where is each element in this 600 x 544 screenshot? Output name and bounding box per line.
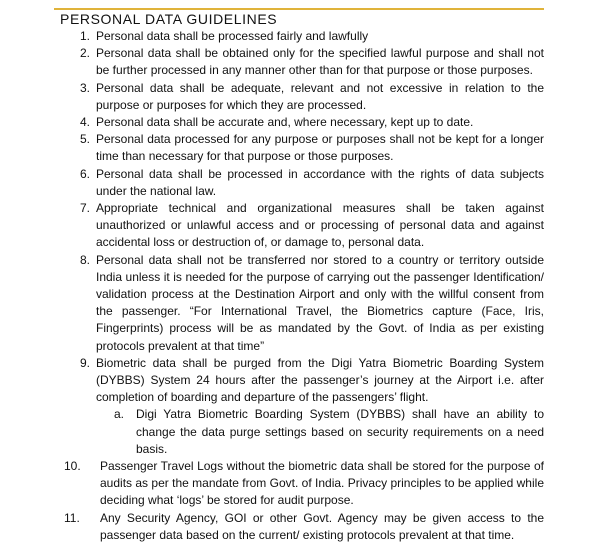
- subitem-text: Digi Yatra Biometric Boarding System (DYBBS) shall have an ability to change the data purge settings based on security requirements on a need basis.: [136, 407, 544, 456]
- item-number: 10.: [64, 459, 81, 474]
- item-text: Personal data shall be processed fairly and lawfully: [96, 29, 369, 43]
- guideline-item-6: [64, 166, 544, 200]
- guideline-subitem-9a: [114, 406, 544, 458]
- item-number: 5.: [79, 132, 90, 147]
- item-text: Biometric data shall be purged from the Digi Yatra Biometric Boarding System (DYBBS) System 24 hours after the passenger’s journey at the Airport i.e. after completion of boarding and departure of the passengers’ flight.: [96, 355, 544, 405]
- guideline-item-2: [64, 45, 544, 79]
- item-number: 2.: [79, 46, 90, 61]
- item-text: Personal data processed for any purpose or purposes shall not be kept for a longer time than necessary for that purpose or those purposes.: [96, 132, 544, 164]
- item-text: Personal data shall be processed in accordance with the rights of data subjects under the national law.: [96, 166, 544, 198]
- item-number: 4.: [79, 115, 90, 130]
- item-text: Personal data shall be obtained only for the specified lawful purpose and shall not be further processed in any manner other than for that purpose or those purposes.: [96, 46, 544, 78]
- guideline-item-11: [64, 510, 544, 544]
- guideline-item-5: [64, 131, 544, 165]
- item-text: Any Security Agency, GOI or other Govt. Agency may be given access to the passenger data based on the current/ existing protocols prevalent at that time.: [100, 510, 544, 542]
- item-text: Personal data shall be accurate and, where necessary, kept up to date.: [96, 115, 474, 130]
- item-text: Personal data shall not be transferred nor stored to a country or territory outside India unless it is needed for the purpose of carrying out the passenger Identification/ validation process at the Destination Airport and only with the willful consent from the passenger. “For International Travel, the Biometrics capture (Face, Iris, Fingerprints) process will be as mandated by the Govt. of India as per existing protocols prevalent at that time”: [96, 252, 544, 353]
- section-heading: PERSONAL DATA GUIDELINES: [60, 11, 278, 27]
- guideline-item-10: [64, 458, 544, 510]
- item-number: 6.: [79, 166, 90, 181]
- item-number: 3.: [79, 80, 90, 95]
- guideline-item-4: [64, 114, 544, 131]
- guidelines-list: [64, 28, 544, 544]
- item-number: 1.: [79, 29, 90, 43]
- guideline-item-1: [64, 28, 544, 45]
- item-text: Appropriate technical and organizational measures shall be taken against unauthorized or unlawful access and or processing of personal data and against accidental loss or destruction of, or damage to, personal data.: [96, 201, 544, 250]
- item-text: Personal data shall be adequate, relevant and not excessive in relation to the purpose or purposes for which they are processed.: [96, 80, 544, 112]
- item-number: 8.: [79, 252, 90, 267]
- item-number: 7.: [79, 201, 90, 216]
- guideline-item-9: [64, 355, 544, 407]
- guideline-item-8: [64, 252, 544, 355]
- item-number: 9.: [79, 355, 90, 370]
- guideline-item-7: [64, 200, 544, 252]
- subitem-letter: a.: [114, 407, 125, 422]
- item-text: Passenger Travel Logs without the biometric data shall be stored for the purpose of audits as per the mandate from Govt. of India. Privacy principles to be applied while deciding what ‘logs’ be stored for audit purpose.: [100, 459, 544, 508]
- item-number: 11.: [64, 510, 80, 525]
- guideline-item-3: [64, 80, 544, 114]
